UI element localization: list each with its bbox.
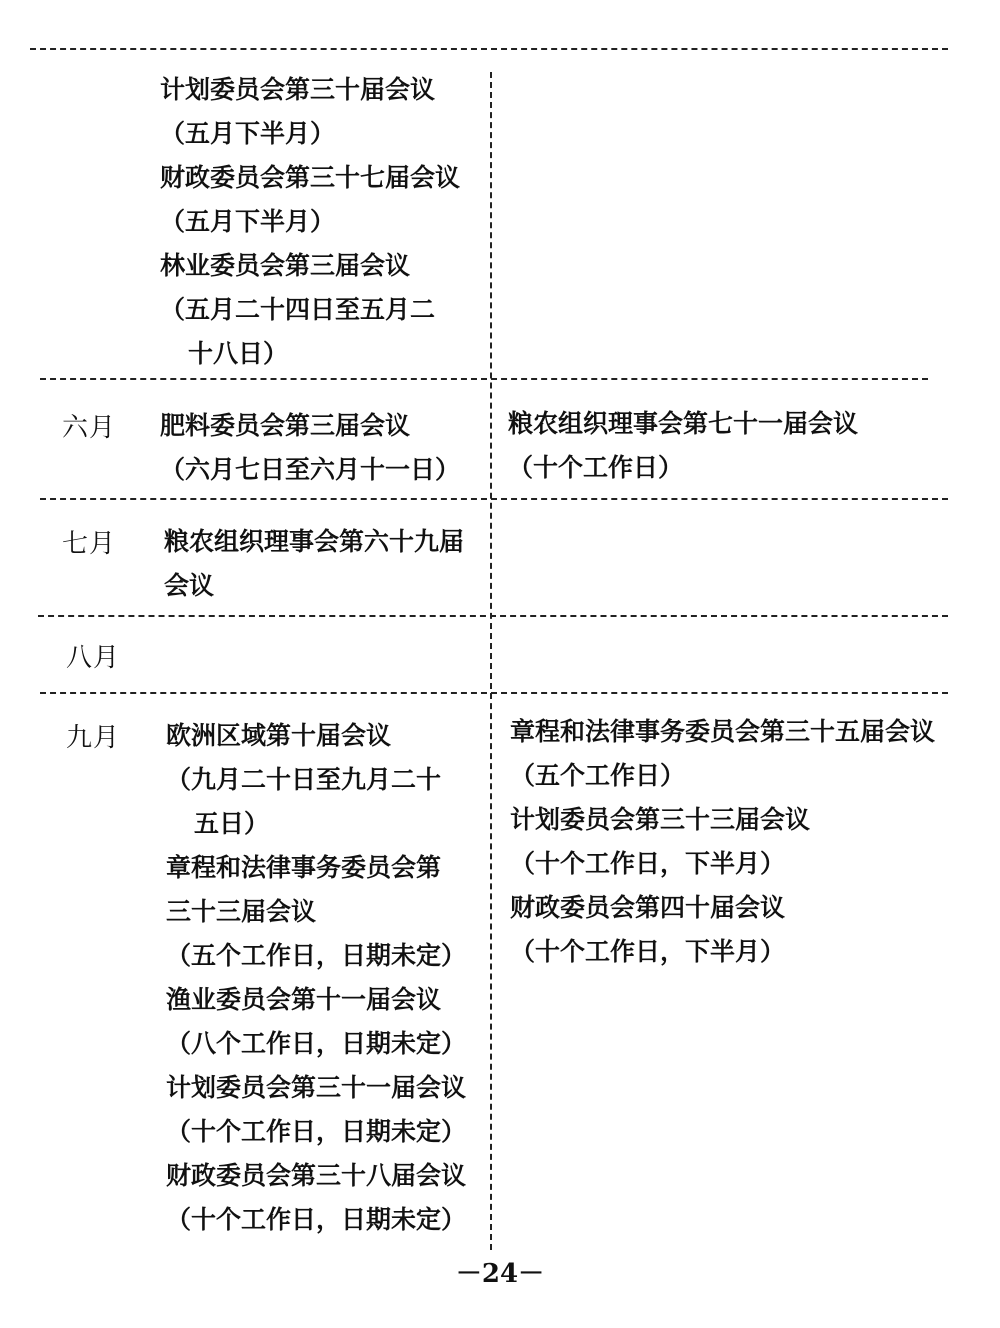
- meeting-name: 渔业委员会第十一届会议: [166, 985, 442, 1014]
- meeting-name: 粮农组织理事会第七十一届会议: [508, 409, 859, 438]
- meeting-name: 章程和法律事务委员会第: [166, 853, 442, 882]
- meeting-date: （五个工作日，日期未定）: [166, 941, 467, 970]
- divider-july: [40, 498, 948, 500]
- meeting-name: 林业委员会第三届会议: [160, 251, 411, 280]
- divider-september: [40, 692, 948, 694]
- divider-top: [30, 48, 948, 50]
- meeting-date: （十个工作日，日期未定）: [166, 1117, 467, 1146]
- meeting-name: 财政委员会第四十届会议: [510, 893, 786, 922]
- june-right-cell: [508, 402, 858, 490]
- meeting-date: （五月下半月）: [160, 207, 336, 236]
- meeting-date: （五月下半月）: [160, 119, 336, 148]
- meeting-date: （十个工作日，下半月）: [510, 937, 786, 966]
- meeting-date: （十个工作日）: [508, 453, 684, 482]
- divider-june: [40, 378, 928, 380]
- meeting-name: 计划委员会第三十三届会议: [510, 805, 811, 834]
- meeting-name-cont: 三十三届会议: [166, 897, 317, 926]
- top-left-cell: [160, 68, 460, 376]
- july-left-cell: [164, 520, 464, 608]
- meeting-name: 财政委员会第三十七届会议: [160, 163, 461, 192]
- month-september: 九月: [66, 723, 121, 753]
- meeting-date: （八个工作日，日期未定）: [166, 1029, 467, 1058]
- month-june: 六月: [62, 413, 117, 443]
- meeting-date: （十个工作日，日期未定）: [166, 1205, 467, 1234]
- meeting-date: （九月二十日至九月二十: [166, 765, 442, 794]
- september-right-cell: [510, 710, 935, 974]
- month-august: 八月: [66, 643, 121, 673]
- meeting-date: （六月七日至六月十一日）: [160, 455, 461, 484]
- meeting-name: 财政委员会第三十八届会议: [166, 1161, 467, 1190]
- meeting-name: 计划委员会第三十届会议: [160, 75, 436, 104]
- meeting-date: （五个工作日）: [510, 761, 686, 790]
- september-left-cell: [166, 714, 466, 1242]
- meeting-date-cont: 五日）: [194, 809, 270, 838]
- meeting-name: 粮农组织理事会第六十九届: [164, 527, 465, 556]
- column-divider: [490, 72, 492, 1250]
- divider-august: [38, 615, 948, 617]
- meeting-name-cont: 会议: [164, 571, 215, 600]
- page-number: －24－: [455, 1259, 545, 1289]
- meeting-date: （五月二十四日至五月二: [160, 295, 436, 324]
- meeting-date: （十个工作日，下半月）: [510, 849, 786, 878]
- meeting-name: 肥料委员会第三届会议: [160, 411, 411, 440]
- meeting-date-cont: 十八日）: [188, 339, 289, 368]
- meeting-name: 计划委员会第三十一届会议: [166, 1073, 467, 1102]
- month-july: 七月: [62, 529, 117, 559]
- june-left-cell: [160, 404, 460, 492]
- meeting-name: 欧洲区域第十届会议: [166, 721, 392, 750]
- meeting-name: 章程和法律事务委员会第三十五届会议: [510, 717, 936, 746]
